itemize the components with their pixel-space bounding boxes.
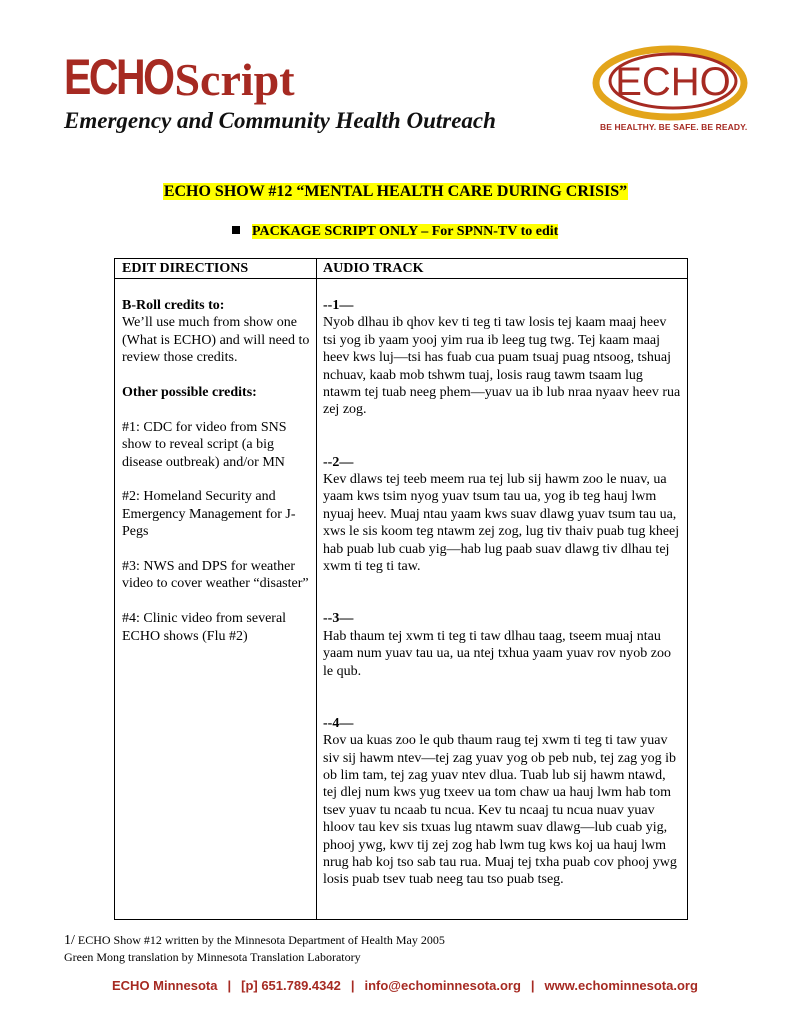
show-title-text: ECHO SHOW #12 “MENTAL HEALTH CARE DURING CRISIS” [163,183,628,200]
segment-label: --3— [323,611,354,627]
footnote [64,932,445,965]
square-bullet-icon [232,226,240,234]
column-divider [316,259,317,919]
logo-text: ECHO [615,60,731,104]
footer-separator: | [227,978,232,993]
package-note [232,224,558,240]
footer-contact [112,978,698,993]
audio-track-column [323,297,681,889]
footnote-number: 1/ [64,933,75,948]
footer-website-link[interactable]: www.echominnesota.org [544,978,698,993]
segment-text: Hab thaum tej xwm ti teg ti taw dlhau taag, tseem muaj ntau yaam num yuav tau ua, ua ntej txhua yaam yuav rov nyob zoo le qub. [323,628,671,679]
title-echo-wordmark: ECHO [64,49,173,105]
footer-phone[interactable]: [p] 651.789.4342 [241,978,341,993]
footer-email-link[interactable]: info@echominnesota.org [364,978,521,993]
header-divider [115,278,687,279]
script-table [114,258,688,920]
segment-label: --2— [323,454,354,470]
credit-item: #1: CDC for video from SNS show to reveal script (a big disease outbreak) and/or MN [122,419,287,470]
credit-item: #3: NWS and DPS for weather video to cover weather “disaster” [122,559,309,592]
footnote-line1: ECHO Show #12 written by the Minnesota Department of Health May 2005 [74,933,445,947]
segment-text: Nyob dlhau ib qhov kev ti teg ti taw losis tej kaam maaj heev tsi yog ib yaam yooj yim rua ib leeg tug twg. Tej kaam maaj heev kws luj—tsi has fuab cua puam tsuaj puag ntsoog, tshuaj nchuav, kaab mob tshwm tuaj, losis raug tawm tsaam lug ntawm tej tuab neeg phem—yuav ua ib lub nraa nyaav heev rua zej zog. [323,315,681,418]
credit-item: #2: Homeland Security and Emergency Management for J-Pegs [122,489,296,540]
show-title [0,183,791,201]
edit-directions-column [122,297,312,645]
document-title [64,48,295,104]
edit-directions-header: EDIT DIRECTIONS [122,261,249,276]
title-script-word: Script [174,54,295,105]
other-credits-heading: Other possible credits: [122,385,257,401]
broll-heading: B-Roll credits to: [122,298,225,313]
segment-text: Kev dlaws tej teeb meem rua tej lub sij hawm zoo le nuav, ua yaam kws tsim nyog yuav tsum tau ua, yog ib teg hauj lwm nyuaj heev. Muaj ntau yaam kws suav dlawg yuav tsum tau ua, xws le sis koom teg ntawm zej zog, lug tiv thaiv puab tug kheej hab puab lub cuab yig—hab lug paab suav dlawg tiv dlhau tej xwm ti teg ti taw. [323,472,680,575]
segment-label: --4— [323,715,354,731]
footer-separator: | [350,978,355,993]
segment-label: --1— [323,298,354,313]
package-note-text: PACKAGE SCRIPT ONLY – For SPNN-TV to edit [252,224,559,239]
document-subtitle: Emergency and Community Health Outreach [64,108,496,133]
footnote-line2: Green Mong translation by Minnesota Translation Laboratory [64,950,361,964]
credit-item: #4: Clinic video from several ECHO shows (Flu #2) [122,611,287,644]
broll-text: We’ll use much from show one (What is ECHO) and will need to review those credits. [122,315,310,366]
footer-org: ECHO Minnesota [112,978,218,993]
audio-track-header: AUDIO TRACK [323,261,424,276]
logo-tagline: BE HEALTHY. BE SAFE. BE READY. [600,122,748,132]
footer-separator: | [530,978,535,993]
segment-text: Rov ua kuas zoo le qub thaum raug tej xwm ti teg ti taw yuav siv sij hawm ntev—tej zag yuav yog ob peb nub, tej zag yog ib ob lim tam, tej zag yuav ntev dlua. Tuab lub sij hawm ntawd, tej dlej num kws yug txeev ua tom chaw ua hauj lwm hab tom tsev yuav tu ncaab tu ncua. Kev tu ncaaj tu ncua nuav yuav hloov tau kev sis txuas lug ntawm suav dlawg—lub cuab yig, phooj ywg, kwv tij zej zog hab lwm tug kws koj ua hauj lwm nrug hab koj tso sab tau rua. Muaj tej txha puab cov phooj ywg losis puab tsev tuab neeg tau tso puab tseg. [323,733,677,888]
